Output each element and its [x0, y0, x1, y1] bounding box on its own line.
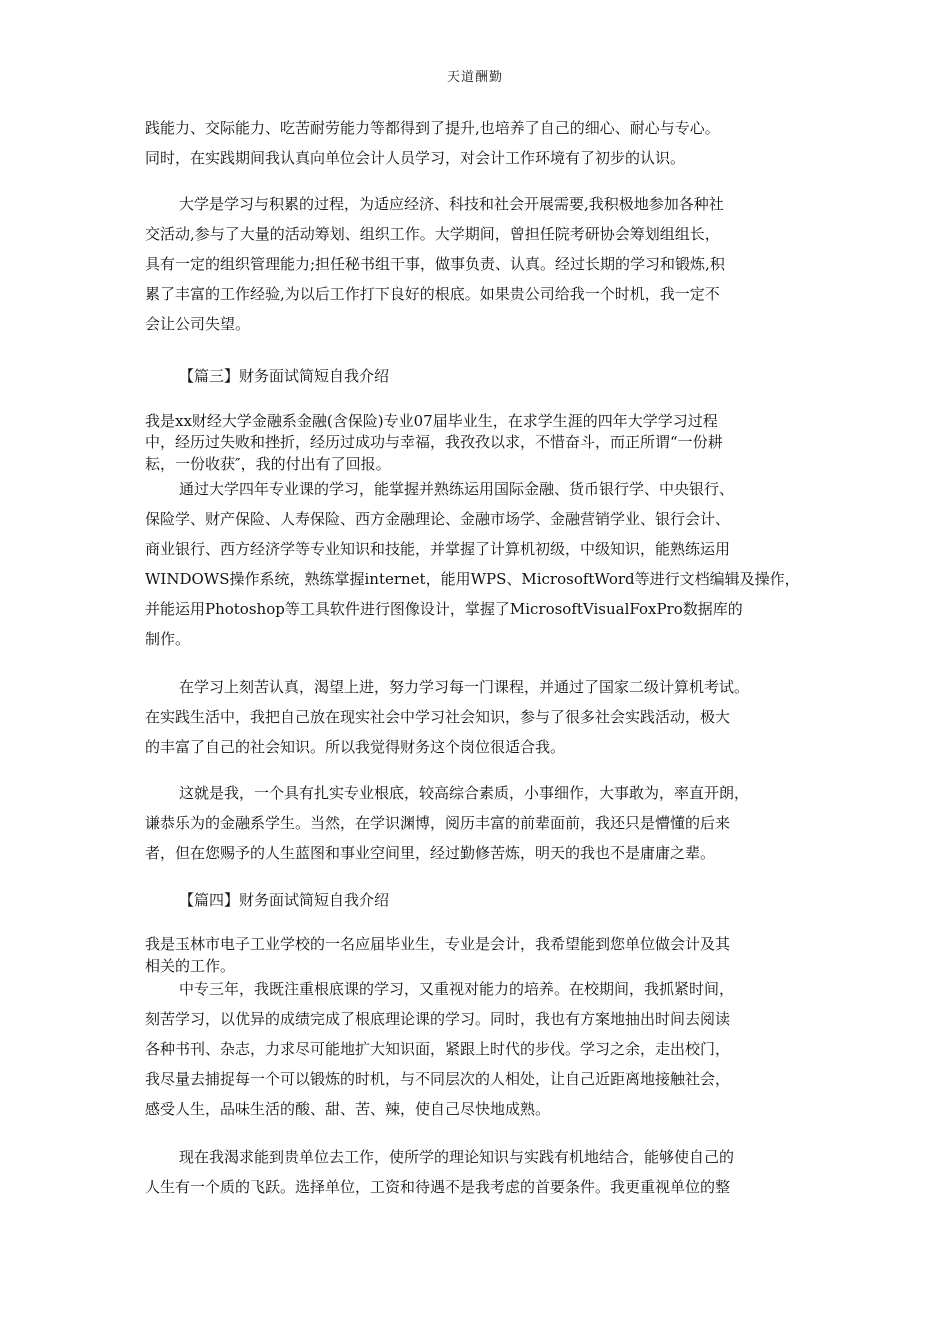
- text-line: 会让公司失望。: [145, 315, 251, 333]
- text-line: 中，经历过失败和挫折，经历过成功与幸福，我孜孜以求，不惜奋斗，而正所谓“一份耕: [145, 433, 723, 451]
- text-line: 刻苦学习，以优异的成绩完成了根底理论课的学习。同时，我也有方案地抽出时间去阅读: [145, 1010, 731, 1028]
- text-line: WINDOWS操作系统，熟练掌握internet，能用WPS、MicrosoftWord等进行文档编辑及操作，: [145, 570, 800, 588]
- text-line: 大学是学习与积累的过程，为适应经济、科技和社会开展需要,我积极地参加各种社: [179, 195, 724, 213]
- section-heading: 【篇三】财务面试简短自我介绍: [179, 367, 390, 385]
- text-line: 保险学、财产保险、人寿保险、西方金融理论、金融市场学、金融营销学业、银行会计、: [145, 510, 731, 528]
- section-heading: 【篇四】财务面试简短自我介绍: [179, 891, 390, 909]
- text-line: 在学习上刻苦认真，渴望上进，努力学习每一门课程，并通过了国家二级计算机考试。: [179, 678, 750, 696]
- text-line: 我是xx财经大学金融系金融(含保险)专业07届毕业生，在求学生涯的四年大学学习过程: [145, 412, 718, 430]
- text-line: 通过大学四年专业课的学习，能掌握并熟练运用国际金融、货币银行学、中央银行、: [179, 480, 735, 498]
- text-line: 者，但在您赐予的人生蓝图和事业空间里，经过勤修苦炼，明天的我也不是庸庸之辈。: [145, 844, 716, 862]
- text-line: 谦恭乐为的金融系学生。当然，在学识渊博，阅历丰富的前辈面前，我还只是懵懂的后来: [145, 814, 731, 832]
- text-line: 交活动,参与了大量的活动筹划、组织工作。大学期间，曾担任院考研协会筹划组组长，: [145, 225, 720, 243]
- text-line: 这就是我，一个具有扎实专业根底，较高综合素质，小事细作，大事敢为，率直开朗，: [179, 784, 750, 802]
- text-line: 并能运用Photoshop等工具软件进行图像设计，掌握了MicrosoftVisualFoxPro数据库的: [145, 600, 743, 618]
- text-line: 我是玉林市电子工业学校的一名应届毕业生，专业是会计，我希望能到您单位做会计及其: [145, 935, 731, 953]
- text-line: 我尽量去捕捉每一个可以锻炼的时机，与不同层次的人相处，让自己近距离地接触社会，: [145, 1070, 731, 1088]
- text-line: 相关的工作。: [145, 957, 236, 975]
- text-line: 各种书刊、杂志，力求尽可能地扩大知识面，紧跟上时代的步伐。学习之余，走出校门，: [145, 1040, 731, 1058]
- text-line: 中专三年，我既注重根底课的学习，又重视对能力的培养。在校期间，我抓紧时间，: [179, 980, 735, 998]
- page-header: 天道酬勤: [446, 70, 503, 85]
- text-line: 累了丰富的工作经验,为以后工作打下良好的根底。如果贵公司给我一个时机，我一定不: [145, 285, 720, 303]
- text-line: 同时，在实践期间我认真向单位会计人员学习，对会计工作环境有了初步的认识。: [145, 149, 686, 167]
- text-line: 感受人生，品味生活的酸、甜、苦、辣，使自己尽快地成熟。: [145, 1100, 551, 1118]
- text-line: 的丰富了自己的社会知识。所以我觉得财务这个岗位很适合我。: [145, 738, 566, 756]
- text-line: 商业银行、西方经济学等专业知识和技能，并掌握了计算机初级，中级知识，能熟练运用: [145, 540, 731, 558]
- text-line: 耘，一份收获″，我的付出有了回报。: [145, 455, 391, 473]
- text-line: 具有一定的组织管理能力;担任秘书组干事，做事负责、认真。经过长期的学习和锻炼,积: [145, 255, 725, 273]
- text-line: 制作。: [145, 630, 191, 648]
- text-line: 践能力、交际能力、吃苦耐劳能力等都得到了提升,也培养了自己的细心、耐心与专心。: [145, 119, 720, 137]
- text-line: 人生有一个质的飞跃。选择单位，工资和待遇不是我考虑的首要条件。我更重视单位的整: [145, 1178, 731, 1196]
- text-line: 现在我渴求能到贵单位去工作，使所学的理论知识与实践有机地结合，能够使自己的: [179, 1148, 735, 1166]
- text-line: 在实践生活中，我把自己放在现实社会中学习社会知识，参与了很多社会实践活动，极大: [145, 708, 731, 726]
